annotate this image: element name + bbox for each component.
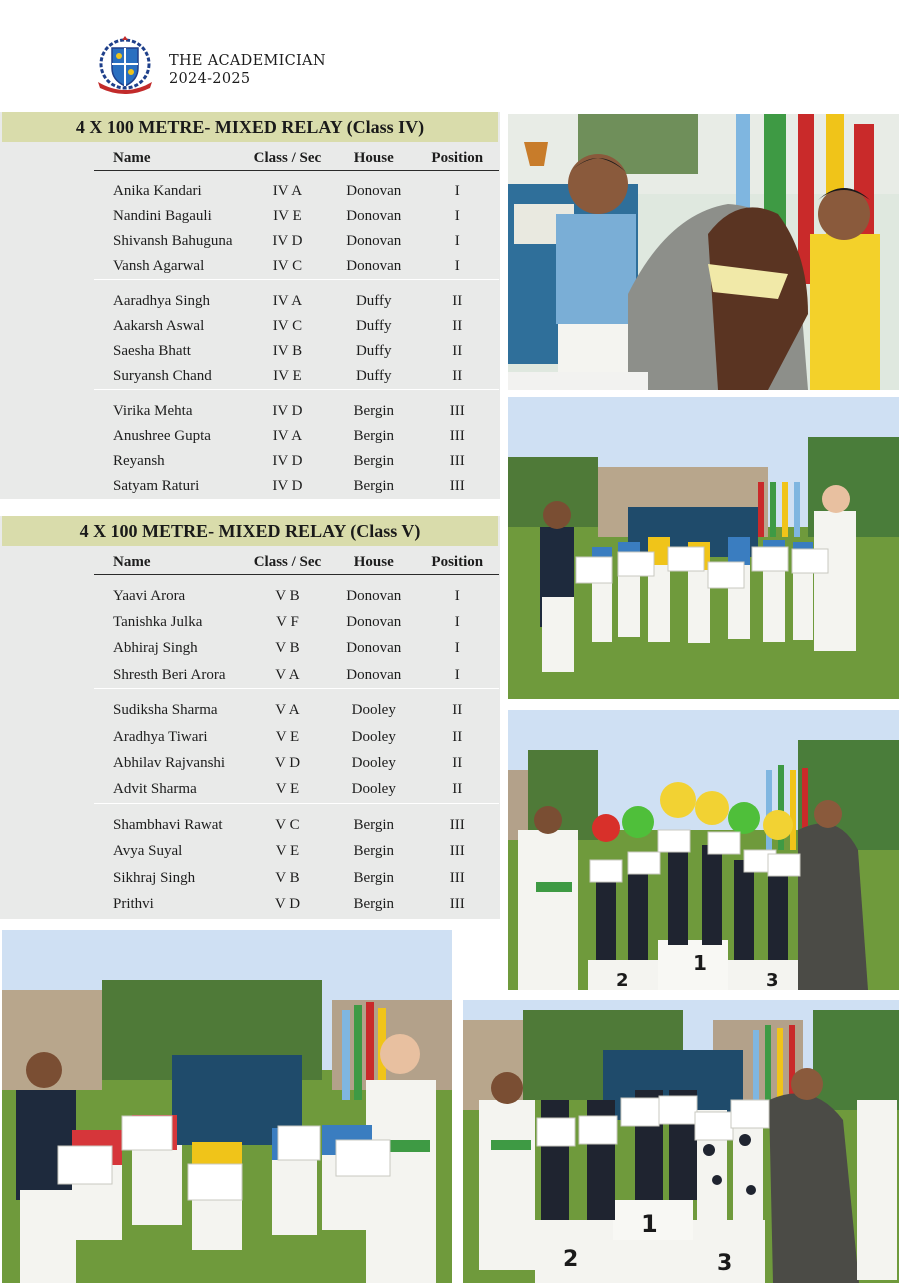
cell-name: Nandini Bagauli <box>113 208 212 225</box>
cell-class: V E <box>275 728 300 745</box>
cell-position: III <box>449 452 465 469</box>
table-row <box>94 339 499 364</box>
table-row <box>94 364 499 389</box>
cell-class: V B <box>275 869 300 886</box>
col-position: Position <box>416 148 500 170</box>
col-name: Name <box>94 552 243 574</box>
cell-name: Vansh Agarwal <box>113 258 205 275</box>
cell-house: Bergin <box>353 843 395 860</box>
cell-position: I <box>454 587 460 604</box>
cell-name: Tanishka Julka <box>113 614 203 631</box>
table-row <box>94 424 499 449</box>
podium5-label-1: 1 <box>641 1210 658 1238</box>
cell-house: Dooley <box>351 781 396 798</box>
cell-position: III <box>449 478 465 495</box>
cell-name: Prithvi <box>113 895 154 912</box>
photo-podium-costumes <box>508 710 899 990</box>
cell-house: Bergin <box>353 895 395 912</box>
cell-class: IV D <box>272 402 303 419</box>
cell-class: V B <box>275 587 300 604</box>
cell-house: Duffy <box>355 343 392 360</box>
table-row <box>94 812 499 838</box>
cell-house: Donovan <box>346 614 402 631</box>
photo-group-large <box>2 930 452 1283</box>
table-row <box>94 399 499 424</box>
cell-class: V C <box>275 816 300 833</box>
podium5-label-3: 3 <box>717 1251 733 1276</box>
cell-position: I <box>454 258 460 275</box>
cell-class: V E <box>275 843 300 860</box>
table-row <box>94 474 499 499</box>
cell-name: Abhilav Rajvanshi <box>113 755 226 772</box>
cell-house: Duffy <box>355 292 392 309</box>
table-row <box>94 609 499 635</box>
cell-house: Donovan <box>346 666 402 683</box>
cell-house: Bergin <box>353 816 395 833</box>
cell-name: Aaradhya Singh <box>113 292 211 309</box>
cell-house: Donovan <box>346 587 402 604</box>
table-row <box>94 204 499 229</box>
podium-label-2: 2 <box>616 970 629 990</box>
cell-class: V A <box>275 702 300 719</box>
cell-name: Shresth Beri Arora <box>113 666 226 683</box>
cell-class: V D <box>274 895 301 912</box>
cell-house: Donovan <box>346 640 402 657</box>
cell-position: II <box>452 755 463 772</box>
table-row <box>94 891 499 917</box>
cell-name: Satyam Raturi <box>113 478 200 495</box>
cell-position: I <box>454 640 460 657</box>
cell-class: IV D <box>272 478 303 495</box>
cell-house: Donovan <box>346 183 402 200</box>
cell-position: II <box>452 702 463 719</box>
relay-class-iv-panel <box>0 112 500 499</box>
cell-house: Dooley <box>351 728 396 745</box>
cell-class: V B <box>275 640 300 657</box>
table-row <box>94 724 499 750</box>
cell-class: IV B <box>272 343 303 360</box>
cell-name: Anushree Gupta <box>113 427 211 444</box>
table-row <box>94 289 499 314</box>
cell-house: Bergin <box>353 427 395 444</box>
table-row <box>94 229 499 254</box>
cell-class: IV C <box>272 318 303 335</box>
table-row <box>94 255 499 280</box>
cell-house: Dooley <box>351 702 396 719</box>
table-row <box>94 583 499 609</box>
col-class-sec: Class / Sec <box>243 552 332 574</box>
cell-name: Saesha Bhatt <box>113 343 191 360</box>
col-house: House <box>332 552 416 574</box>
table-row <box>94 662 499 688</box>
relay-class-v-panel <box>0 516 500 919</box>
cell-name: Yaavi Arora <box>113 587 186 604</box>
cell-position: II <box>452 343 463 360</box>
cell-class: V E <box>275 781 300 798</box>
cell-name: Virika Mehta <box>113 402 193 419</box>
cell-house: Donovan <box>346 208 402 225</box>
cell-position: I <box>454 614 460 631</box>
table-row <box>94 449 499 474</box>
cell-name: Aradhya Tiwari <box>113 728 208 745</box>
table-row <box>94 698 499 724</box>
page-header <box>92 36 412 98</box>
cell-position: II <box>452 728 463 745</box>
cell-position: III <box>449 895 465 912</box>
photo-podium-group <box>463 1000 899 1283</box>
magazine-year: 2024-2025 <box>169 71 251 87</box>
col-house: House <box>332 148 416 170</box>
relay-class-iv-title: 4 X 100 METRE- MIXED RELAY (Class IV) <box>2 112 498 142</box>
cell-position: I <box>454 666 460 683</box>
cell-position: I <box>454 208 460 225</box>
cell-position: I <box>454 183 460 200</box>
cell-position: I <box>454 233 460 250</box>
relay-class-v-table <box>94 552 499 918</box>
table-row <box>94 777 499 803</box>
cell-house: Duffy <box>355 368 392 385</box>
photo-group-certificates <box>508 397 899 699</box>
cell-name: Reyansh <box>113 452 165 469</box>
magazine-title: THE ACADEMICIAN <box>169 53 326 69</box>
podium5-label-2: 2 <box>563 1247 579 1272</box>
cell-name: Sudiksha Sharma <box>113 702 218 719</box>
cell-house: Duffy <box>355 318 392 335</box>
cell-class: IV A <box>272 183 303 200</box>
relay-class-v-title: 4 X 100 METRE- MIXED RELAY (Class V) <box>2 516 498 546</box>
cell-name: Shivansh Bahuguna <box>113 233 233 250</box>
cell-position: II <box>452 292 463 309</box>
table-row <box>94 636 499 662</box>
table-row <box>94 179 499 204</box>
podium-label-3: 3 <box>766 970 779 990</box>
relay-class-iv-table <box>94 148 499 499</box>
cell-class: IV E <box>273 208 302 225</box>
cell-position: III <box>449 427 465 444</box>
cell-position: II <box>452 781 463 798</box>
cell-class: IV D <box>272 233 303 250</box>
cell-house: Bergin <box>353 402 395 419</box>
table-row <box>94 750 499 776</box>
col-name: Name <box>94 148 243 170</box>
cell-name: Advit Sharma <box>113 781 197 798</box>
table-header-row <box>94 148 499 170</box>
cell-name: Aakarsh Aswal <box>113 318 205 335</box>
cell-house: Bergin <box>353 452 395 469</box>
cell-class: IV E <box>273 368 302 385</box>
cell-house: Bergin <box>353 869 395 886</box>
table-header-row <box>94 552 499 574</box>
cell-class: IV D <box>272 452 303 469</box>
cell-house: Donovan <box>346 233 402 250</box>
photo-medal-ceremony <box>508 114 899 390</box>
cell-class: IV A <box>272 292 303 309</box>
cell-position: III <box>449 402 465 419</box>
cell-name: Anika Kandari <box>113 183 202 200</box>
cell-class: V F <box>276 614 299 631</box>
cell-position: III <box>449 869 465 886</box>
cell-position: III <box>449 843 465 860</box>
table-row <box>94 314 499 339</box>
cell-position: III <box>449 816 465 833</box>
cell-class: IV C <box>272 258 303 275</box>
cell-house: Donovan <box>346 258 402 275</box>
podium-label-1: 1 <box>693 951 707 975</box>
school-crest-icon <box>92 36 158 96</box>
cell-class: V A <box>275 666 300 683</box>
cell-class: V D <box>274 755 301 772</box>
cell-class: IV A <box>272 427 303 444</box>
cell-position: II <box>452 318 463 335</box>
col-position: Position <box>416 552 499 574</box>
cell-name: Shambhavi Rawat <box>113 816 223 833</box>
table-row <box>94 865 499 891</box>
cell-name: Suryansh Chand <box>113 368 212 385</box>
cell-house: Bergin <box>353 478 395 495</box>
cell-position: II <box>452 368 463 385</box>
col-class-sec: Class / Sec <box>243 148 332 170</box>
cell-name: Sikhraj Singh <box>113 869 196 886</box>
cell-house: Dooley <box>351 755 396 772</box>
cell-name: Abhiraj Singh <box>113 640 198 657</box>
cell-name: Avya Suyal <box>113 843 183 860</box>
table-row <box>94 839 499 865</box>
